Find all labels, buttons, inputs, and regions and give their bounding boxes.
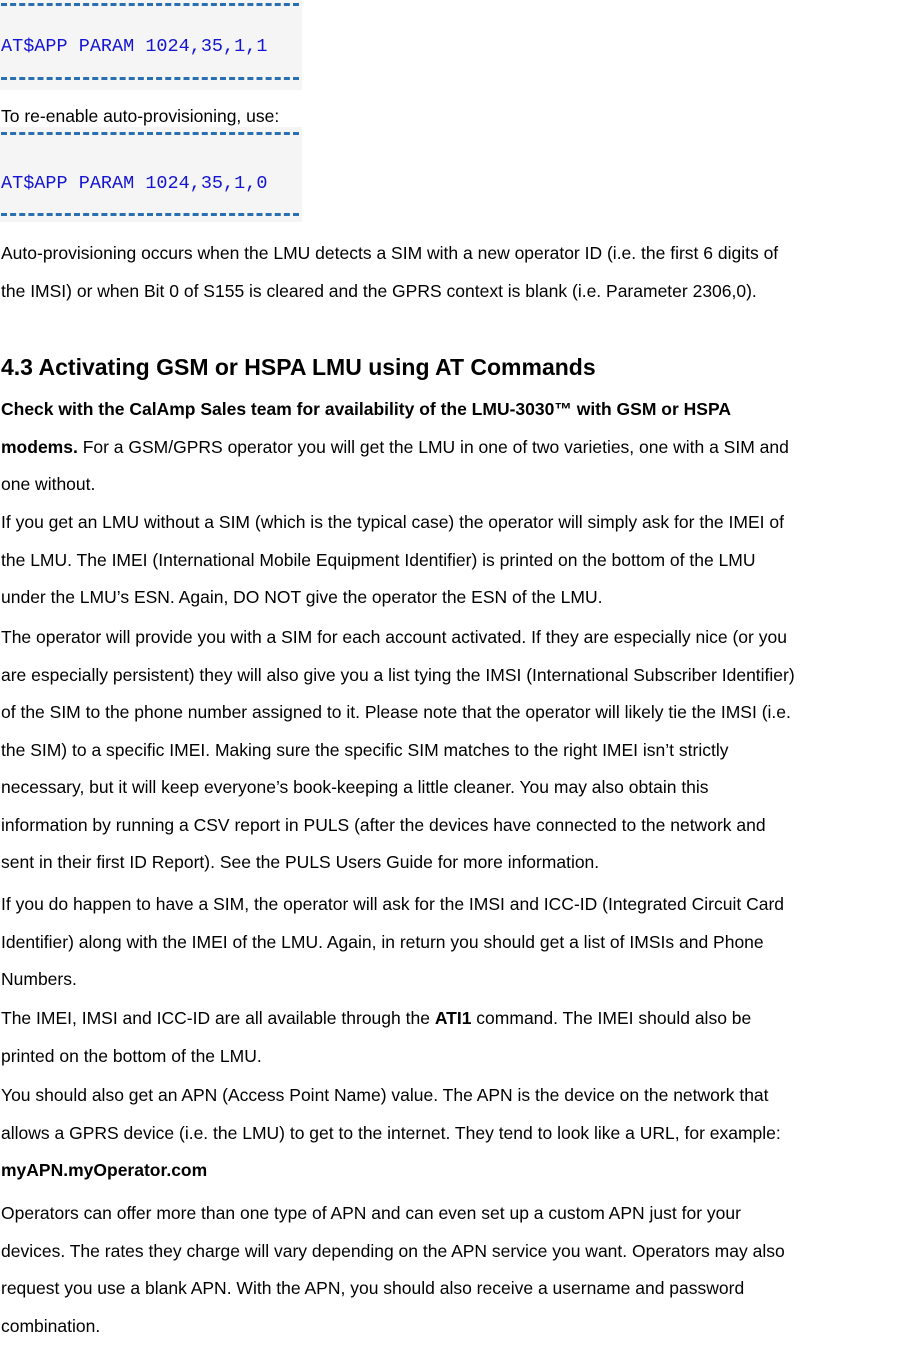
dashed-divider: [1, 3, 299, 6]
apn-paragraph: You should also get an APN (Access Point Name) value. The APN is the device on the network that allows a GPRS device (i.e. the LMU) to get to the internet. They tend to look like a URL, for example: myAPN.myOperator.com: [1, 1085, 781, 1180]
code-line: AT$APP PARAM 1024,35,1,0: [1, 173, 268, 194]
code-line: AT$APP PARAM 1024,35,1,1: [1, 36, 268, 57]
have-sim-paragraph: If you do happen to have a SIM, the operator will ask for the IMSI and ICC-ID (Integrated Circuit Card Identifier) along with the IMEI of the LMU. Again, in return you should get a list of IMSIs and Phone Numbers.: [1, 894, 785, 989]
apn-example: myAPN.myOperator.com: [1, 1160, 208, 1180]
reenable-label: To re-enable auto-provisioning, use:: [1, 106, 280, 126]
check-availability-paragraph: Check with the CalAmp Sales team for availability of the LMU-3030™ with GSM or HSPA modems. For a GSM/GPRS operator you will get the LMU in one of two varieties, one with a SIM and one without.: [1, 399, 789, 494]
no-sim-paragraph: If you get an LMU without a SIM (which is the typical case) the operator will simply ask for the IMEI of the LMU. The IMEI (International Mobile Equipment Identifier) is printed on the bottom of the LMU under the LMU’s ESN. Again, DO NOT give the operator the ESN of the LMU.: [1, 512, 784, 607]
code-block-disable: [0, 0, 302, 90]
apn-types-paragraph: Operators can offer more than one type of APN and can even set up a custom APN just for your devices. The rates they charge will vary depending on the APN service you want. Operators may also request you use a blank APN. With the APN, you should also receive a username and password combination.: [1, 1203, 785, 1336]
operator-sim-paragraph: The operator will provide you with a SIM for each account activated. If they are especially nice (or you are especially persistent) they will also give you a list tying the IMSI (International Subscriber Identifier) of the SIM to the phone number assigned to it. Please note that the operator will likely tie the IMSI (i.e. the SIM) to a specific IMEI. Making sure the specific SIM matches to the right IMEI isn’t strictly necessary, but it will keep everyone’s book-keeping a little cleaner. You may also obtain this information by running a CSV report in PULS (after the devices have connected to the network and sent in their first ID Report). See the PULS Users Guide for more information.: [1, 627, 795, 872]
section-heading: 4.3 Activating GSM or HSPA LMU using AT Commands: [1, 354, 596, 380]
ati1-command: ATI1: [434, 1008, 472, 1028]
ati1-paragraph: The IMEI, IMSI and ICC-ID are all available through the ATI1 command. The IMEI should also be printed on the bottom of the LMU.: [1, 1008, 752, 1066]
dashed-divider: [1, 77, 299, 80]
code-block-enable: [0, 127, 302, 222]
dashed-divider: [1, 213, 299, 216]
dashed-divider: [1, 132, 299, 135]
auto-provisioning-paragraph: Auto-provisioning occurs when the LMU detects a SIM with a new operator ID (i.e. the first 6 digits of the IMSI) or when Bit 0 of S155 is cleared and the GPRS context is blank (i.e. Parameter 2306,0).: [1, 243, 779, 301]
